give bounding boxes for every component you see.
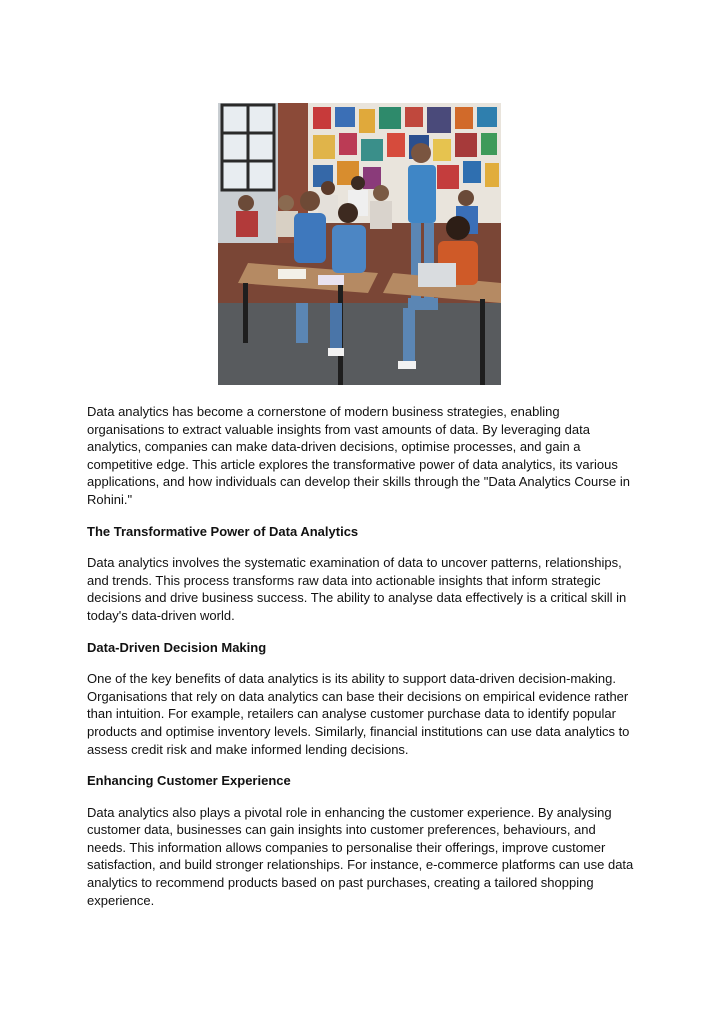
section-heading-customer-experience: Enhancing Customer Experience [87, 773, 291, 789]
section-heading-decision-making: Data-Driven Decision Making [87, 639, 267, 655]
section-heading-transformative-power: The Transformative Power of Data Analytics [87, 523, 359, 539]
intro-paragraph: Data analytics has become a cornerstone of modern business strategies, enabling organisations to extract valuable insights from vast amounts of data. By leveraging data analytics, companies can make data-driven decisions, optimise processes, and gain a competitive edge. This article explores the transformative power of data analytics, its various applications, and how individuals can develop their skills through the "Data Analytics Course in Rohini." [87, 404, 630, 507]
article-body [87, 403, 635, 923]
classroom-photo [218, 103, 501, 385]
section-paragraph-decision-making: One of the key benefits of data analytics is its ability to support data-driven decision-making. Organisations that rely on data analytics can base their decisions on empirical evidence rather than intuition. For example, retailers can analyse customer purchase data to identify popular products and optimise inventory levels. Similarly, financial institutions can use data analytics to assess credit risk and make informed lending decisions. [87, 671, 630, 757]
section-paragraph-transformative-power: Data analytics involves the systematic examination of data to uncover patterns, relationships, and trends. This process transforms raw data into actionable insights that inform strategic decisions and drive business success. The ability to analyse data effectively is a critical skill in today's data-driven world. [87, 555, 627, 623]
section-paragraph-customer-experience: Data analytics also plays a pivotal role in enhancing the customer experience. By analysing customer data, businesses can gain insights into customer preferences, behaviours, and needs. This information allows companies to personalise their offerings, improve customer satisfaction, and build stronger relationships. For instance, e-commerce platforms can use data analytics to recommend products based on past purchases, creating a tailored shopping experience. [87, 804, 634, 908]
